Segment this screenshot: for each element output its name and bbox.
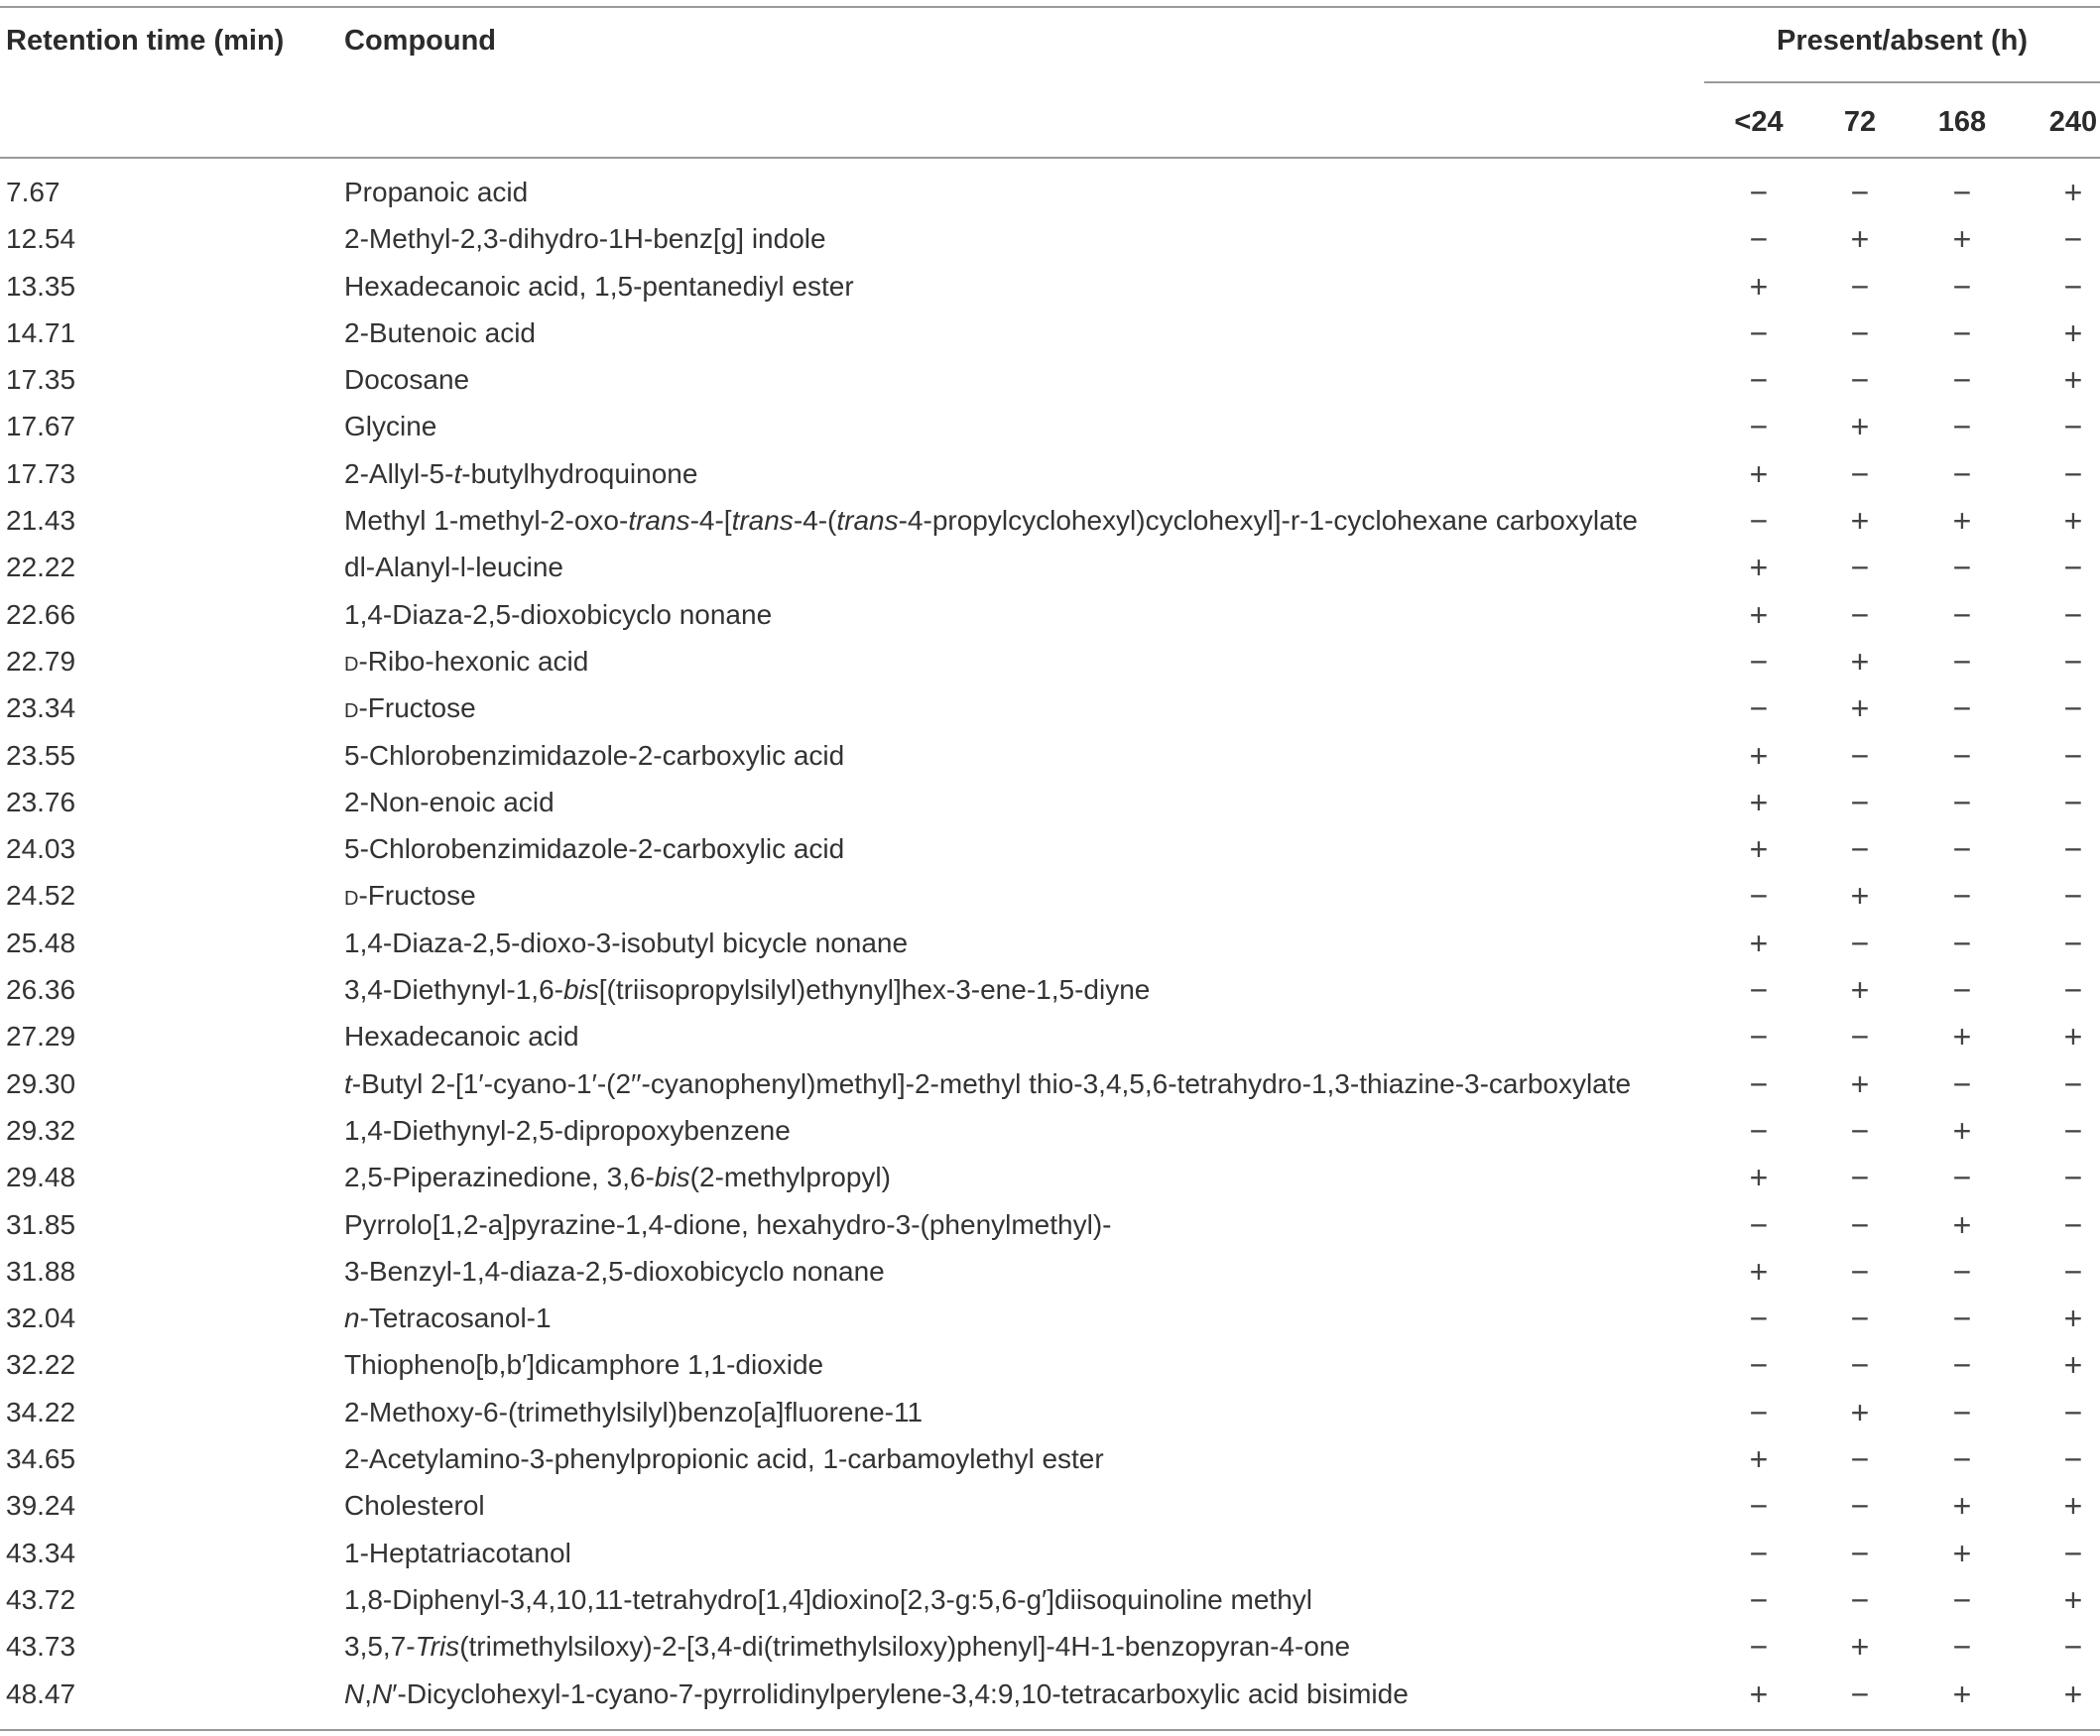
table-row xyxy=(0,785,2100,831)
compound-cell: 3,4-Diethynyl-1,6-bis[(triisopropylsilyl)ethynyl]hex-3-ene-1,5-diyne xyxy=(344,974,1151,1006)
table-row xyxy=(0,597,2100,644)
retention-time-cell: 23.34 xyxy=(6,692,76,724)
presence-mark: − xyxy=(2063,925,2083,961)
retention-time-cell: 17.35 xyxy=(6,364,76,396)
table-row xyxy=(0,1582,2100,1629)
retention-time-cell: 7.67 xyxy=(6,177,61,207)
compound-cell: Propanoic acid xyxy=(344,177,529,207)
presence-mark: − xyxy=(1749,409,1769,445)
table-row xyxy=(0,315,2100,362)
bottom-rule xyxy=(0,1729,2100,1731)
retention-time-cell: 27.29 xyxy=(6,1021,76,1053)
presence-mark: + xyxy=(2063,314,2083,351)
presence-mark: − xyxy=(1749,175,1769,210)
presence-mark: − xyxy=(1952,596,1972,633)
presence-mark: + xyxy=(1749,268,1769,305)
retention-time-cell: 31.85 xyxy=(6,1208,76,1240)
retention-time-cell: 48.47 xyxy=(6,1677,76,1709)
presence-mark: − xyxy=(1749,1019,1769,1055)
presence-mark: − xyxy=(1749,1065,1769,1102)
presence-mark: + xyxy=(1749,925,1769,961)
presence-mark: − xyxy=(1850,1206,1870,1243)
presence-mark: − xyxy=(1952,1065,1972,1102)
presence-mark: − xyxy=(1952,362,1972,399)
presence-mark: + xyxy=(2063,362,2083,399)
table-row xyxy=(0,644,2100,690)
retention-time-cell: 12.54 xyxy=(6,223,76,255)
retention-time-cell: 29.30 xyxy=(6,1067,76,1099)
table-row xyxy=(0,1207,2100,1254)
presence-mark: − xyxy=(1850,1160,1870,1196)
table-row xyxy=(0,1113,2100,1160)
presence-mark: − xyxy=(2063,972,2083,1009)
table-body xyxy=(0,175,2100,1723)
header-time-lt24: <24 xyxy=(1734,106,1784,138)
presence-mark: − xyxy=(1952,643,1972,680)
presence-mark: − xyxy=(1850,362,1870,399)
presence-mark: − xyxy=(2063,690,2083,727)
presence-mark: + xyxy=(1749,550,1769,586)
presence-mark: − xyxy=(1952,690,1972,727)
presence-mark: − xyxy=(1952,1301,1972,1337)
header-compound: Compound xyxy=(344,25,497,57)
presence-mark: + xyxy=(1952,503,1972,540)
retention-time-cell: 34.22 xyxy=(6,1396,76,1427)
presence-mark: − xyxy=(1749,1112,1769,1149)
retention-time-cell: 29.32 xyxy=(6,1114,76,1146)
header-present-absent: Present/absent (h) xyxy=(1777,25,2028,57)
presence-mark: + xyxy=(1850,221,1870,258)
presence-mark: − xyxy=(2063,737,2083,774)
presence-mark: − xyxy=(1749,362,1769,399)
presence-mark: − xyxy=(1850,314,1870,351)
compound-cell: 3-Benzyl-1,4-diaza-2,5-dioxobicyclo nonane xyxy=(344,1255,885,1287)
presence-mark: − xyxy=(2063,1253,2083,1290)
presence-mark: + xyxy=(2063,1347,2083,1384)
compound-cell: n-Tetracosanol-1 xyxy=(344,1302,552,1334)
presence-mark: + xyxy=(2063,503,2083,540)
table-row xyxy=(0,1629,2100,1675)
presence-mark: − xyxy=(1749,503,1769,540)
retention-time-cell: 29.48 xyxy=(6,1162,76,1193)
presence-mark: + xyxy=(2063,1581,2083,1618)
presence-mark: − xyxy=(1850,831,1870,868)
presence-mark: + xyxy=(2063,1019,2083,1055)
presence-mark: + xyxy=(1952,1019,1972,1055)
retention-time-cell: 39.24 xyxy=(6,1490,76,1522)
presence-mark: + xyxy=(1952,1112,1972,1149)
compound-cell: Pyrrolo[1,2-a]pyrazine-1,4-dione, hexahydro-3-(phenylmethyl)- xyxy=(344,1208,1112,1240)
presence-mark: + xyxy=(2063,1675,2083,1712)
compound-cell: d-Fructose xyxy=(344,880,476,912)
compound-cell: Hexadecanoic acid xyxy=(344,1021,579,1053)
compound-cell: Thiopheno[b,b′]dicamphore 1,1-dioxide xyxy=(344,1349,824,1381)
retention-time-cell: 17.67 xyxy=(6,411,76,442)
retention-time-cell: 34.65 xyxy=(6,1443,76,1475)
compound-cell: N,N′-Dicyclohexyl-1-cyano-7-pyrrolidinylperylene-3,4:9,10-tetracarboxylic acid bisimide xyxy=(344,1677,1409,1709)
table-row xyxy=(0,738,2100,785)
compound-cell: 3,5,7-Tris(trimethylsiloxy)-2-[3,4-di(trimethylsiloxy)phenyl]-4H-1-benzopyran-4-one xyxy=(344,1631,1351,1663)
table-row xyxy=(0,409,2100,455)
presence-mark: − xyxy=(1749,1394,1769,1430)
compound-cell: dl-Alanyl-l-leucine xyxy=(344,552,563,583)
presence-mark: − xyxy=(2063,1065,2083,1102)
presence-mark: − xyxy=(2063,268,2083,305)
retention-time-cell: 23.55 xyxy=(6,739,76,771)
presence-mark: + xyxy=(1952,1675,1972,1712)
presence-mark: − xyxy=(2063,784,2083,820)
presence-mark: − xyxy=(1749,314,1769,351)
presence-mark: − xyxy=(1749,972,1769,1009)
retention-time-cell: 31.88 xyxy=(6,1255,76,1287)
presence-mark: + xyxy=(1850,643,1870,680)
presence-mark: − xyxy=(2063,831,2083,868)
table-row xyxy=(0,1347,2100,1394)
table-row xyxy=(0,1441,2100,1488)
table-row xyxy=(0,1019,2100,1065)
presence-mark: − xyxy=(2063,1160,2083,1196)
presence-mark: − xyxy=(1749,1535,1769,1571)
presence-mark: − xyxy=(1850,1675,1870,1712)
presence-mark: − xyxy=(1952,1441,1972,1478)
presence-mark: − xyxy=(1749,1581,1769,1618)
presence-mark: − xyxy=(1952,831,1972,868)
presence-mark: − xyxy=(1850,1441,1870,1478)
table-row xyxy=(0,269,2100,315)
presence-mark: − xyxy=(1952,878,1972,915)
presence-mark: + xyxy=(1749,784,1769,820)
presence-mark: − xyxy=(1850,1535,1870,1571)
presence-mark: − xyxy=(2063,1629,2083,1666)
compound-cell: Methyl 1-methyl-2-oxo-trans-4-[trans-4-(trans-4-propylcyclohexyl)cyclohexyl]-r-1-cyclohexane carboxylate xyxy=(344,505,1638,537)
presence-mark: − xyxy=(1952,314,1972,351)
presence-mark: + xyxy=(2063,1301,2083,1337)
table-row xyxy=(0,1676,2100,1723)
presence-mark: − xyxy=(2063,1535,2083,1571)
presence-mark: − xyxy=(1952,925,1972,961)
presence-mark: + xyxy=(1850,972,1870,1009)
table-row xyxy=(0,1301,2100,1347)
compound-cell: Docosane xyxy=(344,364,470,396)
retention-time-cell: 26.36 xyxy=(6,974,76,1006)
presence-mark: − xyxy=(1850,1488,1870,1525)
presence-mark: − xyxy=(1850,1253,1870,1290)
compound-cell: t-Butyl 2-[1′-cyano-1′-(2′′-cyanophenyl)methyl]-2-methyl thio-3,4,5,6-tetrahydro-1,3-thiazine-3-carboxylate xyxy=(344,1067,1632,1099)
presence-mark: − xyxy=(1952,550,1972,586)
presence-mark: + xyxy=(1952,1488,1972,1525)
presence-mark: − xyxy=(1952,784,1972,820)
presence-mark: − xyxy=(1850,1019,1870,1055)
presence-mark: − xyxy=(1749,643,1769,680)
compound-cell: d-Ribo-hexonic acid xyxy=(344,645,589,677)
presence-mark: + xyxy=(1749,1160,1769,1196)
table-row xyxy=(0,221,2100,268)
presence-mark: − xyxy=(1952,737,1972,774)
presence-mark: + xyxy=(1749,1675,1769,1712)
compound-cell: 1,4-Diaza-2,5-dioxobicyclo nonane xyxy=(344,598,773,630)
presence-mark: − xyxy=(1952,1394,1972,1430)
header-rule xyxy=(0,157,2100,159)
retention-time-cell: 22.79 xyxy=(6,645,76,677)
compound-cell: d-Fructose xyxy=(344,692,476,724)
presence-mark: + xyxy=(1850,409,1870,445)
presence-mark: − xyxy=(1850,1347,1870,1384)
compound-cell: 2-Methoxy-6-(trimethylsilyl)benzo[a]fluorene-11 xyxy=(344,1396,924,1427)
presence-mark: − xyxy=(1850,1581,1870,1618)
compound-cell: 1-Heptatriacotanol xyxy=(344,1537,571,1568)
table-row xyxy=(0,362,2100,409)
presence-mark: − xyxy=(2063,596,2083,633)
compound-cell: Hexadecanoic acid, 1,5-pentanediyl ester xyxy=(344,270,854,302)
presence-mark: − xyxy=(1749,1488,1769,1525)
presence-mark: − xyxy=(1850,268,1870,305)
presence-mark: + xyxy=(2063,1488,2083,1525)
compound-cell: 2-Acetylamino-3-phenylpropionic acid, 1-carbamoylethyl ester xyxy=(344,1443,1104,1475)
header-sub-rule xyxy=(1704,81,2100,83)
table-row xyxy=(0,175,2100,221)
presence-mark: − xyxy=(2063,221,2083,258)
table-row xyxy=(0,1254,2100,1301)
presence-mark: − xyxy=(1749,1629,1769,1666)
presence-mark: + xyxy=(1952,221,1972,258)
presence-mark: + xyxy=(1749,1441,1769,1478)
table-row xyxy=(0,1488,2100,1535)
presence-mark: − xyxy=(1850,550,1870,586)
compound-cell: Glycine xyxy=(344,411,437,442)
presence-mark: − xyxy=(2063,1394,2083,1430)
presence-mark: + xyxy=(1749,455,1769,492)
compound-cell: 5-Chlorobenzimidazole-2-carboxylic acid xyxy=(344,739,845,771)
retention-time-cell: 23.76 xyxy=(6,786,76,817)
retention-time-cell: 25.48 xyxy=(6,927,76,958)
retention-time-cell: 32.04 xyxy=(6,1302,76,1334)
retention-time-cell: 22.22 xyxy=(6,552,76,583)
presence-mark: − xyxy=(1850,1112,1870,1149)
presence-mark: − xyxy=(1850,737,1870,774)
header-retention-time: Retention time (min) xyxy=(6,25,285,57)
compound-cell: 2,5-Piperazinedione, 3,6-bis(2-methylpropyl) xyxy=(344,1162,891,1193)
presence-mark: − xyxy=(1952,972,1972,1009)
table-row xyxy=(0,503,2100,550)
presence-mark: − xyxy=(1850,596,1870,633)
header-time-72: 72 xyxy=(1843,106,1877,138)
table-row xyxy=(0,1395,2100,1441)
table-row xyxy=(0,972,2100,1019)
retention-time-cell: 13.35 xyxy=(6,270,76,302)
retention-time-cell: 43.34 xyxy=(6,1537,76,1568)
presence-mark: − xyxy=(2063,1112,2083,1149)
presence-mark: − xyxy=(1952,1160,1972,1196)
table-row xyxy=(0,1160,2100,1206)
presence-mark: − xyxy=(1749,1347,1769,1384)
presence-mark: + xyxy=(2063,175,2083,210)
presence-mark: − xyxy=(2063,878,2083,915)
presence-mark: − xyxy=(2063,455,2083,492)
retention-time-cell: 22.66 xyxy=(6,598,76,630)
presence-mark: − xyxy=(1749,1206,1769,1243)
retention-time-cell: 43.73 xyxy=(6,1631,76,1663)
compound-cell: 5-Chlorobenzimidazole-2-carboxylic acid xyxy=(344,833,845,865)
presence-mark: − xyxy=(1952,409,1972,445)
presence-mark: − xyxy=(2063,1206,2083,1243)
presence-mark: + xyxy=(1850,690,1870,727)
table-row xyxy=(0,550,2100,596)
presence-mark: − xyxy=(1749,878,1769,915)
presence-mark: + xyxy=(1952,1206,1972,1243)
presence-mark: − xyxy=(1952,268,1972,305)
compound-cell: 2-Allyl-5-t-butylhydroquinone xyxy=(344,457,698,489)
table-row xyxy=(0,1066,2100,1113)
compound-cell: 1,4-Diaza-2,5-dioxo-3-isobutyl bicycle nonane xyxy=(344,927,909,958)
compound-cell: 2-Non-enoic acid xyxy=(344,786,555,817)
presence-mark: − xyxy=(1749,221,1769,258)
presence-mark: − xyxy=(1850,455,1870,492)
presence-mark: − xyxy=(1952,175,1972,210)
retention-time-cell: 43.72 xyxy=(6,1583,76,1615)
compound-cell: Cholesterol xyxy=(344,1490,485,1522)
presence-mark: − xyxy=(1952,1347,1972,1384)
presence-mark: − xyxy=(1952,1581,1972,1618)
retention-time-cell: 24.03 xyxy=(6,833,76,865)
table-row xyxy=(0,1536,2100,1582)
presence-mark: − xyxy=(1952,1253,1972,1290)
retention-time-cell: 21.43 xyxy=(6,505,76,537)
presence-mark: − xyxy=(1850,784,1870,820)
compound-cell: 2-Methyl-2,3-dihydro-1H-benz[g] indole xyxy=(344,223,826,255)
retention-time-cell: 14.71 xyxy=(6,316,76,348)
compound-cell: 1,4-Diethynyl-2,5-dipropoxybenzene xyxy=(344,1114,791,1146)
retention-time-cell: 24.52 xyxy=(6,880,76,912)
presence-mark: + xyxy=(1749,596,1769,633)
presence-mark: − xyxy=(1749,690,1769,727)
presence-mark: − xyxy=(2063,643,2083,680)
presence-mark: + xyxy=(1952,1535,1972,1571)
presence-mark: − xyxy=(2063,550,2083,586)
table-row xyxy=(0,926,2100,972)
compound-cell: 1,8-Diphenyl-3,4,10,11-tetrahydro[1,4]dioxino[2,3-g:5,6-g′]diisoquinoline methyl xyxy=(344,1583,1312,1615)
header-time-168: 168 xyxy=(1937,106,1987,138)
presence-mark: + xyxy=(1850,878,1870,915)
table-row xyxy=(0,831,2100,878)
presence-mark: − xyxy=(2063,1441,2083,1478)
presence-mark: − xyxy=(1952,455,1972,492)
presence-mark: + xyxy=(1850,1065,1870,1102)
presence-mark: + xyxy=(1850,1629,1870,1666)
top-rule xyxy=(0,6,2100,8)
presence-mark: − xyxy=(1850,175,1870,210)
presence-mark: − xyxy=(1952,1629,1972,1666)
compound-cell: 2-Butenoic acid xyxy=(344,316,537,348)
presence-mark: − xyxy=(1850,925,1870,961)
presence-mark: + xyxy=(1749,1253,1769,1290)
header-time-240: 240 xyxy=(2048,106,2098,138)
presence-mark: − xyxy=(1749,1301,1769,1337)
presence-mark: + xyxy=(1850,503,1870,540)
presence-mark: + xyxy=(1850,1394,1870,1430)
table-row xyxy=(0,878,2100,925)
presence-mark: − xyxy=(2063,409,2083,445)
table-row xyxy=(0,456,2100,503)
table-row xyxy=(0,690,2100,737)
presence-mark: + xyxy=(1749,831,1769,868)
presence-mark: + xyxy=(1749,737,1769,774)
presence-mark: − xyxy=(1850,1301,1870,1337)
retention-time-cell: 32.22 xyxy=(6,1349,76,1381)
retention-time-cell: 17.73 xyxy=(6,457,76,489)
